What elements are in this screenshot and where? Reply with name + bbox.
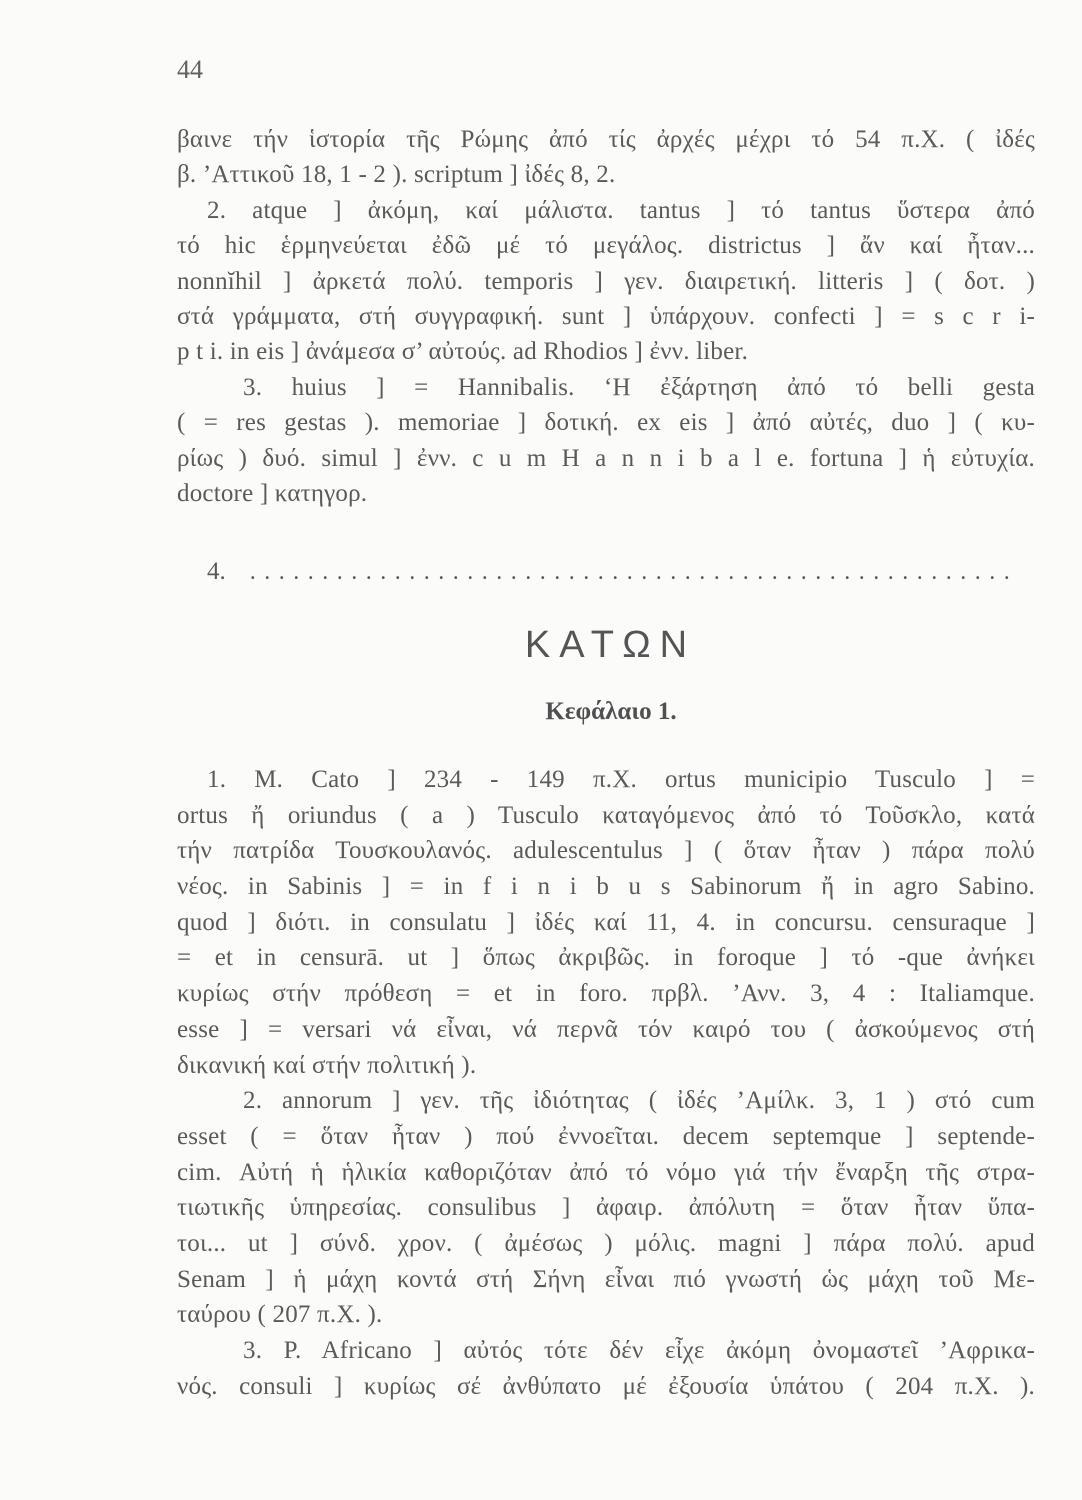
commentary-line: τό hic ἑρμηνεύεται ἐδῶ μέ τό μεγάλος. districtus ] ἄν καί ἦταν... — [177, 232, 1035, 260]
commentary-block-top — [177, 122, 1035, 511]
commentary-line: τοι... ut ] σύνδ. χρον. ( ἀμέσως ) μόλις. magni ] πάρα πολύ. apud — [177, 1229, 1035, 1257]
commentary-line: τιωτικῆς ὑπηρεσίας. consulibus ] ἀφαιρ. ἀπόλυτη = ὅταν ἦταν ὕπα- — [177, 1194, 1035, 1222]
dotted-leader: ..................................................... — [249, 559, 1019, 585]
commentary-line: νός. consuli ] κυρίως σέ ἀνθύπατο μέ ἐξουσία ὑπάτου ( 204 π.Χ. ). — [177, 1372, 1035, 1400]
commentary-line: τήν πατρίδα Τουσκουλανός. adulescentulus ] ( ὅταν ἦταν ) πάρα πολύ — [177, 837, 1035, 865]
commentary-line: esse ] = versari νά εἶναι, νά περνᾶ τόν καιρό του ( ἀσκούμενος στή — [177, 1015, 1035, 1043]
commentary-line: ρίως ) δυό. simul ] ἐνν. c u m H a n n i b a l e. fortuna ] ἡ εὐτυχία. — [177, 444, 1035, 472]
page-number: 44 — [177, 55, 203, 84]
commentary-line: p t i. in eis ] ἀνάμεσα σ’ αὐτούς. ad Rhodios ] ἐνν. liber. — [177, 338, 749, 366]
note-4-dotted-line — [207, 554, 1035, 590]
commentary-line: β. ’Αττικοῦ 18, 1 - 2 ). scriptum ] ἰδές 8, 2. — [177, 161, 616, 189]
commentary-line: νέος. in Sabinis ] = in f i n i b u s Sabinorum ἤ in agro Sabino. — [177, 873, 1035, 901]
commentary-line: βαινε τήν ἱστορία τῆς Ρώμης ἀπό τίς ἀρχές μέχρι τό 54 π.Χ. ( ἰδές — [177, 126, 1035, 153]
commentary-line: cim. Αὐτή ἡ ἡλικία καθοριζόταν ἀπό τό νόμο γιά τήν ἔναρξη τῆς στρα- — [177, 1158, 1035, 1186]
commentary-line: doctore ] κατηγορ. — [177, 479, 368, 507]
note-3-first-line: 3. P. Africano ] αὐτός τότε δέν εἶχε ἀκόμη ὀνομαστεῖ ’Αφρικα- — [243, 1337, 1035, 1364]
commentary-line: στά γράμματα, στή συγγραφική. sunt ] ὑπάρχουν. confecti ] = s c r i- — [177, 302, 1035, 330]
chapter-heading: Κεφάλαιο 1. — [545, 698, 677, 725]
commentary-line: κυρίως στήν πρόθεση = et in foro. πρβλ. ’Ανν. 3, 4 : Italiamque. — [177, 980, 1035, 1008]
note-1-first-line: 1. M. Cato ] 234 - 149 π.Χ. ortus municipio Tusculo ] = — [207, 766, 1035, 793]
chapter-commentary — [177, 762, 1035, 1404]
commentary-line: = et in censurā. ut ] ὅπως ἀκριβῶς. in foroque ] τό -que ἀνήκει — [177, 944, 1035, 972]
commentary-line: δικανική καί στήν πολιτική ). — [177, 1051, 477, 1079]
commentary-line: ταύρου ( 207 π.Χ. ). — [177, 1301, 383, 1329]
commentary-line: ( = res gestas ). memoriae ] δοτική. ex eis ] ἀπό αὐτές, duo ] ( κυ- — [177, 409, 1035, 437]
note-2-first-line: 2. annorum ] γεν. τῆς ἰδιότητας ( ἰδές ’Αμίλκ. 3, 1 ) στό cum — [243, 1087, 1035, 1115]
commentary-line: quod ] διότι. in consulatu ] ἰδές καί 11, 4. in concursu. censuraque ] — [177, 908, 1035, 936]
note-4-label: 4. — [207, 558, 226, 585]
commentary-line: ortus ἤ oriundus ( a ) Tusculo καταγόμενος ἀπό τό Τοῦσκλο, κατά — [177, 801, 1035, 829]
note-2-first-line: 2. atque ] ἀκόμη, καί μάλιστα. tantus ] τό tantus ὕστερα ἀπό — [207, 196, 1035, 224]
commentary-line: Senam ] ἡ μάχη κοντά στή Σήνη εἶναι πιό γνωστή ὡς μάχη τοῦ Με- — [177, 1265, 1035, 1293]
commentary-line: esset ( = ὅταν ἦταν ) πού ἐννοεῖται. decem septemque ] septende- — [177, 1122, 1035, 1150]
note-3-first-line: 3. huius ] = Hannibalis. ‘Η ἐξάρτηση ἀπό τό belli gesta — [243, 373, 1035, 401]
commentary-line: nonnĭhil ] ἀρκετά πολύ. temporis ] γεν. διαιρετική. litteris ] ( δοτ. ) — [177, 267, 1035, 295]
section-title: ΚΑΤΩΝ — [524, 624, 697, 666]
